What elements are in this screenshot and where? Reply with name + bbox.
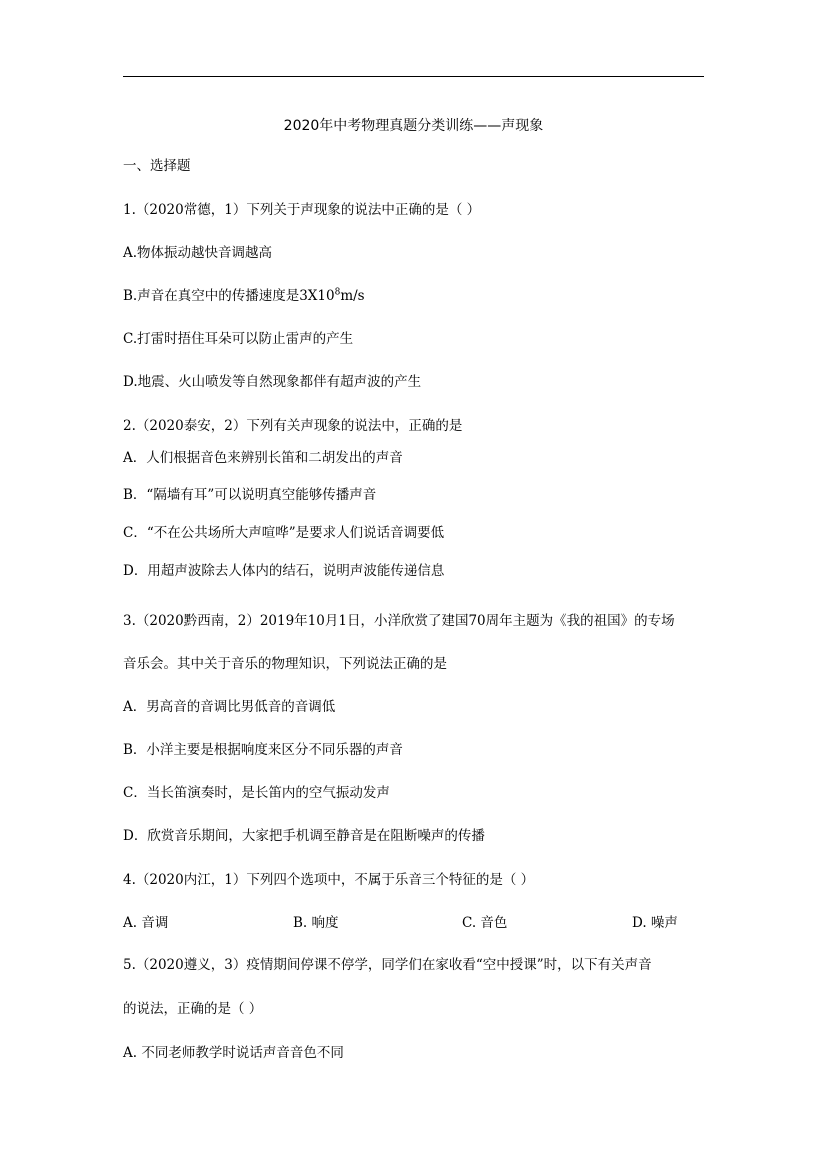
q5-stem-line2: 的说法，正确的是（ ）: [123, 1001, 263, 1017]
q1-option-b-unit: m/s: [340, 288, 365, 304]
q1-option-a: A.物体振动越快音调越高: [123, 245, 273, 261]
q3-option-d: D．欣赏音乐期间，大家把手机调至静音是在阻断噪声的传播: [123, 828, 485, 844]
q3-stem-line2: 音乐会。其中关于音乐的物理知识，下列说法正确的是: [123, 656, 447, 672]
q4-option-d: D. 噪声: [632, 915, 678, 931]
q3-option-c: C．当长笛演奏时，是长笛内的空气振动发声: [123, 785, 390, 801]
q3-option-b: B．小洋主要是根据响度来区分不同乐器的声音: [123, 742, 403, 758]
q1-option-b-text: B.声音在真空中的传播速度是3X10: [123, 288, 335, 304]
q3-option-a: A．男高音的音调比男低音的音调低: [123, 699, 336, 715]
q2-option-d: D．用超声波除去人体内的结石，说明声波能传递信息: [123, 563, 445, 579]
q4-stem: 4.（2020内江，1）下列四个选项中，不属于乐音三个特征的是（ ）: [123, 872, 535, 888]
q2-stem: 2.（2020泰安，2）下列有关声现象的说法中，正确的是: [123, 418, 463, 434]
q2-option-c: C．“不在公共场所大声喧哗”是要求人们说话音调要低: [123, 525, 445, 541]
q4-option-a: A. 音调: [123, 915, 169, 931]
q3-stem-line1: 3.（2020黔西南，2）2019年10月1日，小洋欣赏了建国70周年主题为《我的祖国》的专场: [123, 613, 675, 629]
q1-option-c: C.打雷时捂住耳朵可以防止雷声的产生: [123, 331, 354, 347]
q1-option-d: D.地震、火山喷发等自然现象都伴有超声波的产生: [123, 374, 422, 390]
q2-option-a: A．人们根据音色来辨别长笛和二胡发出的声音: [123, 450, 403, 466]
q1-option-b-exponent: 8: [334, 287, 341, 298]
q2-option-b: B．“隔墙有耳”可以说明真空能够传播声音: [123, 487, 377, 503]
q1-stem: 1.（2020常德，1）下列关于声现象的说法中正确的是（ ）: [123, 202, 481, 218]
section-heading: 一、选择题: [123, 158, 191, 174]
header-rule: [123, 76, 704, 77]
q5-option-a: A. 不同老师教学时说话声音音色不同: [123, 1045, 344, 1061]
document-title: 2020年中考物理真题分类训练——声现象: [283, 118, 544, 134]
q5-stem-line1: 5.（2020遵义，3）疫情期间停课不停学，同学们在家收看“空中授课”时，以下有关声音: [123, 957, 652, 973]
q1-option-b: [123, 287, 365, 305]
q4-option-b: B. 响度: [293, 915, 339, 931]
q4-option-c: C. 音色: [462, 915, 508, 931]
